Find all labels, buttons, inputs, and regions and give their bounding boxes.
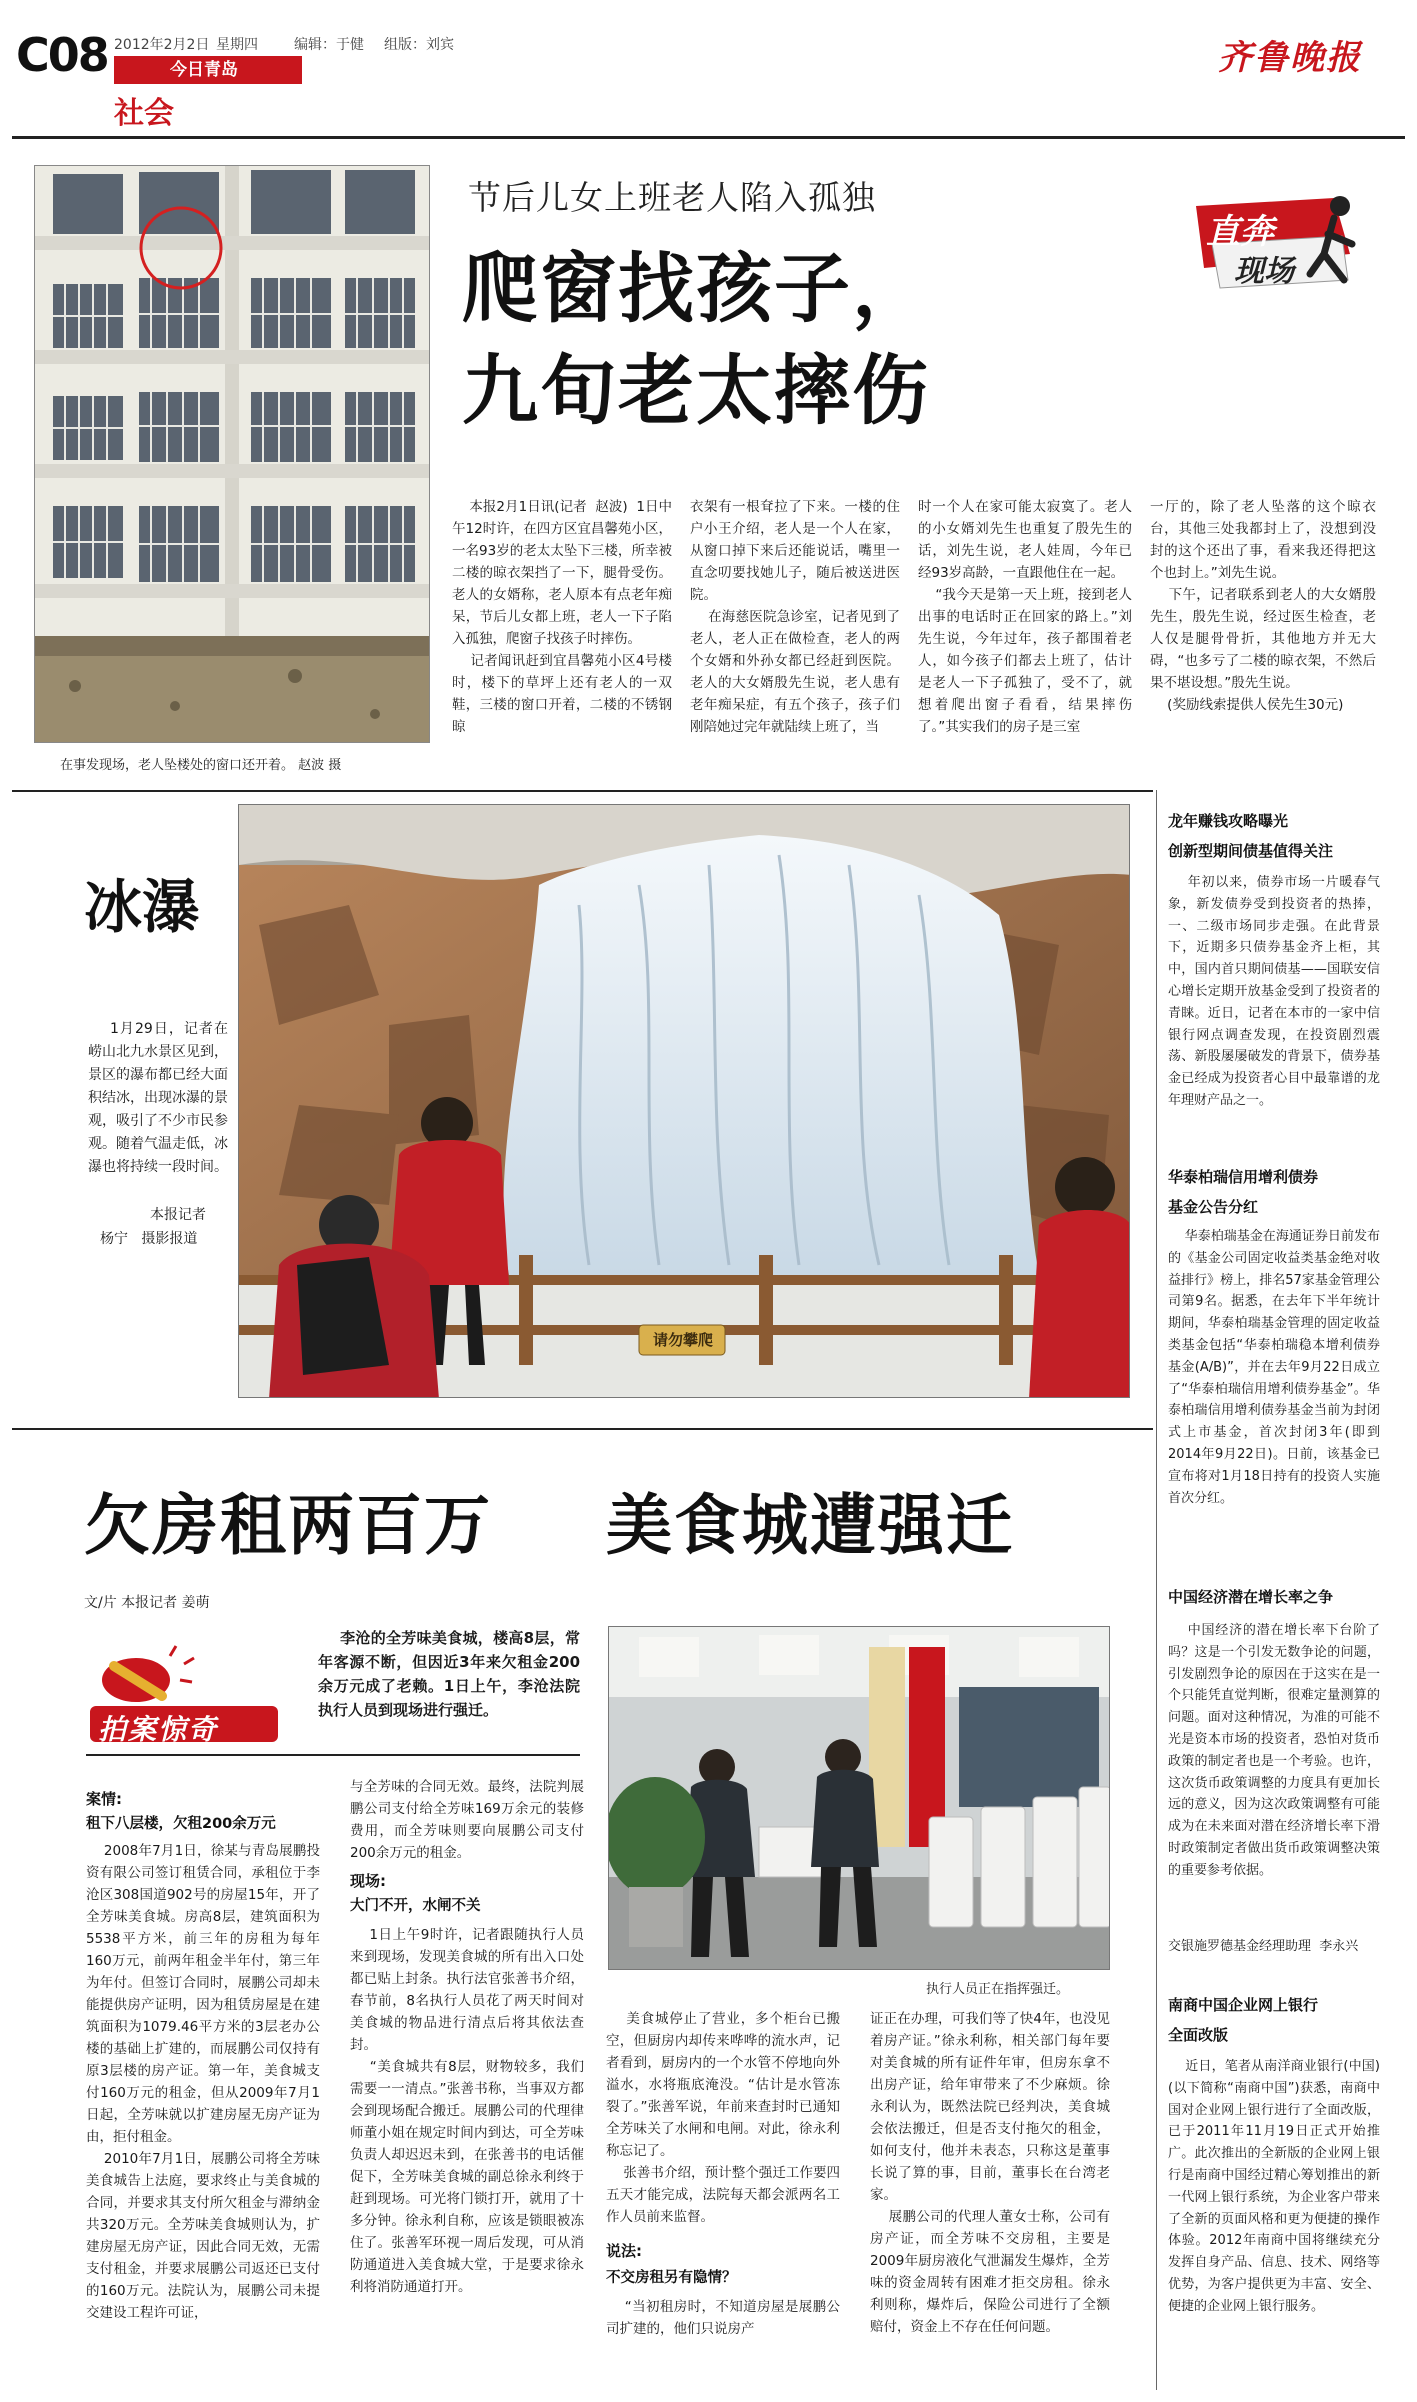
story3-headline-part1: 欠房租两百万 (84, 1486, 492, 1564)
issue-weekday: 星期四 (216, 37, 258, 53)
story3-column-3b: “当初租房时，不知道房屋是展鹏公司扩建的，他们只说房产 (606, 2299, 840, 2337)
story3-column-3a: 美食城停止了营业，多个柜台已搬空，但厨房内却传来哗哗的流水声，记者看到，厨房内的一个水管不停地向外溢水，水将瓶底淹没。“估计是水管冻裂了。”张善军说，年前来查封时已通知全芳味关了水闸和电闸。对此，徐永利称忘记了。 张善书介绍，预计整个强迁工作要四五天才能完成，法院每天都会派两名工作人员前来监督。 (606, 2011, 841, 2225)
story2-title: 冰瀑 (84, 873, 201, 941)
paper-logo: 齐鲁晚报 (1218, 38, 1362, 78)
sidebar-item-2-body: 华泰柏瑞基金在海通证券日前发布的《基金公司固定收益类基金绝对收益排行》榜上，排名57家基金管理公司第9名。据悉，在去年下半年统计期间，华泰柏瑞基金管理的固定收益类基金包括“华泰柏瑞稳本增利债券基金(A/B)”，并在去年9月22日成立了“华泰柏瑞信用增利债券基金”。华泰柏瑞信用增利债券基金当前为封闭式上市基金，首次封闭3年(即到2014年9月22日)。日前，该基金已宣布将对1月18日持有的投资人实施首次分红。 (1168, 1229, 1380, 1506)
page-editor: 编辑：于健 (294, 37, 364, 53)
sidebar-item-3-body: 中国经济的潜在增长率下台阶了吗？这是一个引发无数争论的问题，引发剧烈争论的原因在于这实在是一个只能凭直觉判断，很难定量测算的问题。面对这种情况，为准的可能不光是资本市场的投资者，恐怕对货币政策的制定者也是一个考验。也许，这次货币政策调整的力度具有更加长远的意义，因为这次政策调整有可能成为在未来面对潜在经济增长率下滑时政策制定者做出货币政策调整决策的重要参考依据。 (1168, 1623, 1380, 1878)
story3-column-2b: 1日上午9时许，记者跟随执行人员来到现场，发现美食城的所有出入口处都已贴上封条。执行法官张善书介绍，春节前，8名执行人员花了两天时间对美食城的物品进行清点后将其依法查封。 “美食城共有8层，财物较多，我们需要一一清点。”张善书称，当事双方都会到现场配合搬迁。展鹏公司的代理律师董小姐在规定时间内到达，可全芳味负责人却迟迟未到，在张善书的电话催促下，全芳味美食城的副总徐永利终于赶到现场。可光将门锁打开，就用了十多分钟。徐永利自称，应该是锁眼被冻住了。张善军环视一周后发现，可从消防通道进入美食城大堂，于是要求徐永利将消防通道打开。 (350, 1927, 584, 2295)
sidebar-item-1-body: 年初以来，债券市场一片暖春气象，新发债券受到投资者的热捧，一、二级市场同步走强。在此背景下，近期多只债券基金齐上柜，其中，国内首只期间债基——国联安信心增长定期开放基金受到了投资者的青睐。近日，记者在本市的一家中信银行网点调查发现，在投资剧烈震荡、新股屡屡破发的背景下，债券基金已经成为投资者心目中最靠谱的龙年理财产品之一。 (1168, 875, 1380, 1108)
sidebar-item-2-subtitle: 基金公告分红 (1168, 1198, 1259, 1216)
sidebar-item-4-body: 近日，笔者从南洋商业银行(中国)(以下简称“南商中国”)获悉，南商中国对企业网上银行进行了全面改版，已于2011年11月19日正式开始推广。此次推出的全新版的企业网上银行是南商中国经过精心筹划推出的新一代网上银行系统，为企业客户带来了全新的页面风格和更为便捷的操作体验。2012年南商中国将继续充分发挥自身产品、信息、技术、网络等优势，为客户提供更为丰富、安全、便捷的企业网上银行服务。 (1168, 2059, 1380, 2314)
section-scene-label: 现场: (350, 1872, 386, 1890)
story3-lead: 李沧的全芳味美食城，楼高8层，常年客源不断，但因近3年来欠租金200余万元成了老赖。1日上午，李沧法院执行人员到现场进行强迁。 (318, 1629, 580, 1719)
section-view-title: 不交房租另有隐情？ (606, 2270, 737, 2286)
story1-bottom-rule (12, 790, 1153, 792)
story3-headline-part2: 美食城遭强迁 (606, 1486, 1014, 1564)
story2-credit-2: 杨宁 摄影报道 (100, 1231, 198, 1247)
building-photo-caption: 在事发现场，老人坠楼处的窗口还开着。 赵波 摄 (60, 758, 342, 773)
sidebar-divider (1156, 790, 1157, 2390)
page-number: C08 (16, 28, 108, 82)
story3-column-2a: 与全芳味的合同无效。最终，法院判展鹏公司支付给全芳味169万余元的装修费用，而全芳味则要向展鹏公司支付200余万元的租金。 (350, 1779, 584, 1861)
sidebar-item-2-title: 华泰柏瑞信用增利债券 (1168, 1168, 1319, 1186)
badge-line2: 现场 (1234, 254, 1294, 289)
page-layout-credit: 组版：刘宾 (384, 37, 454, 53)
sidebar-item-1-subtitle: 创新型期间债基值得关注 (1168, 842, 1334, 860)
story3-column-1: 2008年7月1日，徐某与青岛展鹏投资有限公司签订租赁合同，承租位于李沧区308国道902号的房屋15年，开了全芳味美食城。房高8层，建筑面积为5538平方米，前三年的房租为每年160万元，前两年租金半年付，第三年为年付。但签订合同时，展鹏公司却未能提供房产证明，因为租赁房屋是在建筑面积为1079.46平方米的3层老办公楼的基础上扩建的，而展鹏公司仅持有原3层楼的房产证。第一年，美食城支付160万元的租金，但从2009年7月1日起，全芳味就以扩建房屋无房产证为由，拒付租金。 2010年7月1日，展鹏公司将全芳味美食城告上法庭，要求终止与美食城的合同，并要求其支付所欠租金与滞纳金共320万元。全芳味美食城则认为，扩建房屋无房产证，因此合同无效，无需支付租金，并要求展鹏公司返还已支付的160万元。法院认为，展鹏公司未提交建设工程许可证， (86, 1843, 320, 2321)
story3-lead-rule (86, 1754, 580, 1756)
waterfall-sign-text: 请勿攀爬 (652, 1331, 713, 1349)
ice-waterfall-photo (238, 804, 1130, 1398)
story2-body: 1月29日，记者在崂山北九水景区见到，景区的瀑布都已经大面积结冰，出现冰瀑的景观，吸引了不少市民参观。随着气温走低，冰瀑也将持续一段时间。 (88, 1021, 228, 1175)
section-name: 社会 (114, 96, 174, 131)
direct-scene-badge (1184, 184, 1364, 296)
pai-an-jing-qi-logo (84, 1636, 284, 1746)
logo-text: 拍案惊奇 (98, 1713, 219, 1746)
section-view-label: 说法: (606, 2242, 642, 2260)
story1-kicker: 节后儿女上班老人陷入孤独 (468, 178, 876, 217)
masthead-rule (12, 136, 1405, 139)
story1-column-2: 衣架有一根耷拉了下来。一楼的住户小王介绍，老人是一个人在家，从窗口掉下来后还能说话，嘴里一直念叨要找她儿子，随后被送进医院。 在海慈医院急诊室，记者见到了老人，老人正在做检查，老人的两个女婿和外孙女都已经赶到医院。老人的大女婿殷先生说，老人患有老年痴呆症，有五个孩子，孩子们刚陪她过完年就陆续上班了，当 (690, 499, 901, 735)
story1-headline-line2: 九旬老太摔伤 (462, 346, 930, 435)
story1-column-4: 一厅的，除了老人坠落的这个晾衣台，其他三处我都封上了，没想到没封的这个还出了事，看来我还得把这个也封上。”刘先生说。 下午，记者联系到老人的大女婿殷先生，殷先生说，经过医生检查，老人仅是腿骨骨折，其他地方并无大碍，“也多亏了二楼的晾衣架，不然后果不堪设想。”殷先生说。 (奖励线索提供人侯先生30元) (1150, 499, 1376, 713)
badge-line1: 直奔 (1206, 212, 1274, 252)
story1-column-3: 时一个人在家可能太寂寞了。老人的小女婿刘先生也重复了殷先生的话，刘先生说，老人娃周，今年已经93岁高龄，一直跟他住在一起。 “我今天是第一天上班，接到老人出事的电话时正在回家的路上。”刘先生说，今年过年，孩子都围着老人，如今孩子们都去上班了，估计是老人一下子孤独了，受不了，就想着爬出窗子看看，结果摔伤了。”其实我们的房子是三室 (918, 499, 1132, 735)
section-tag: 今日青岛 (114, 56, 302, 84)
story2-bottom-rule (12, 1428, 1153, 1430)
section-case-label: 案情: (86, 1790, 122, 1808)
story1-column-1: 本报2月1日讯(记者 赵波) 1日中午12时许，在四方区宜昌馨苑小区，一名93岁的老太太坠下三楼，所幸被二楼的晾衣架挡了一下，腿骨受伤。老人的女婿称，老人原本有点老年痴呆，节后儿女都上班，老人一下子陷入孤独，爬窗子找孩子时摔伤。 记者闻讯赶到宜昌馨苑小区4号楼时，楼下的草坪上还有老人的一双鞋，三楼的窗口开着，二楼的不锈钢晾 (452, 499, 673, 735)
sidebar-item-3-title: 中国经济潜在增长率之争 (1168, 1588, 1334, 1606)
story2-credit-1: 本报记者 (150, 1207, 206, 1223)
sidebar-item-1-title: 龙年赚钱攻略曝光 (1168, 812, 1289, 830)
story3-byline: 文/片 本报记者 姜萌 (84, 1595, 210, 1611)
section-scene-title: 大门不开，水闸不关 (350, 1898, 481, 1914)
story3-column-4: 证正在办理，可我们等了快4年，也没见着房产证。”徐永利称，相关部门每年要对美食城的所有证件年审，但房东拿不出房产证，给年审带来了不少麻烦。徐永利认为，既然法院已经判决，美食城会依法搬迁，但是否支付拖欠的租金，如何支付，他并未表态，只称这是董事长说了算的事，目前，董事长在台湾老家。 展鹏公司的代理人董女士称，公司有房产证，而全芳味不交房租，主要是2009年厨房液化气泄漏发生爆炸，全芳味的资金周转有困难才拒交房租。徐永利则称，爆炸后，保险公司进行了全额赔付，资金上不存在任何问题。 (870, 2011, 1110, 2335)
eviction-photo (608, 1626, 1110, 1970)
sidebar-item-4-subtitle: 全面改版 (1168, 2026, 1229, 2044)
section-case-title: 租下八层楼，欠租200余万元 (86, 1816, 276, 1832)
building-photo (34, 165, 430, 743)
eviction-photo-caption: 执行人员正在指挥强迁。 (926, 1982, 1070, 1997)
issue-date: 2012年2月2日 (114, 37, 210, 53)
sidebar-item-3-credit: 交银施罗德基金经理助理 李永兴 (1168, 1939, 1359, 1954)
sidebar-item-4-title: 南商中国企业网上银行 (1168, 1996, 1319, 2014)
story1-headline-line1: 爬窗找孩子， (462, 244, 930, 333)
